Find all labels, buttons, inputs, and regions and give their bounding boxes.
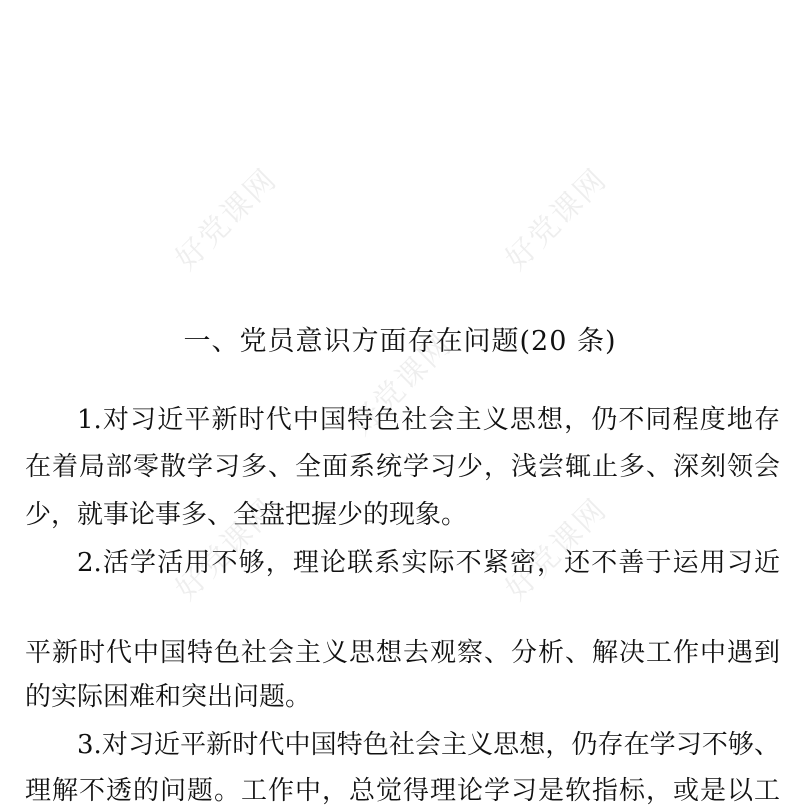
paragraph-line: 理解不透的问题。工作中，总觉得理论学习是软指标，或是以工: [25, 776, 780, 806]
section-heading: 一、党员意识方面存在问题(20 条): [183, 326, 617, 357]
paragraph-line: 1.对习近平新时代中国特色社会主义思想，仍不同程度地存: [77, 405, 780, 435]
watermark: 好党课网: [168, 161, 285, 278]
paragraph-line: 3.对习近平新时代中国特色社会主义思想，仍存在学习不够、: [77, 730, 780, 760]
paragraph-line: 2.活学活用不够，理论联系实际不紧密，还不善于运用习近: [77, 548, 780, 578]
paragraph-line: 在着局部零散学习多、全面系统学习少，浅尝辄止多、深刻领会: [25, 452, 780, 482]
paragraph-line: 少，就事论事多、全盘把握少的现象。: [25, 500, 468, 530]
watermark: 好党课网: [498, 491, 615, 608]
paragraph-line: 的实际困难和突出问题。: [25, 682, 312, 712]
paragraph-line: 平新时代中国特色社会主义思想去观察、分析、解决工作中遇到: [25, 638, 780, 668]
watermark: 好党课网: [343, 326, 460, 443]
watermark: 好党课网: [168, 491, 285, 608]
watermark: 好党课网: [498, 161, 615, 278]
